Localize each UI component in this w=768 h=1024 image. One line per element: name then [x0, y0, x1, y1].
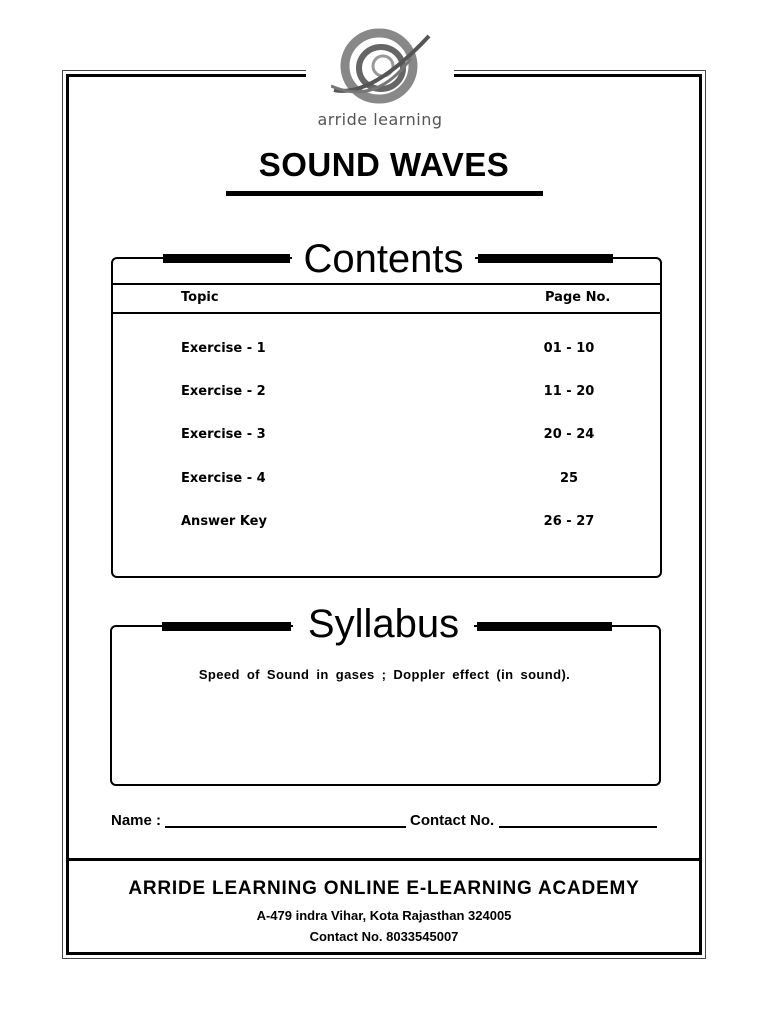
footer-divider	[66, 858, 702, 861]
contact-field[interactable]	[499, 826, 657, 828]
contents-box	[111, 257, 662, 578]
table-row-pages: 26 - 27	[543, 514, 595, 529]
syllabus-text: Speed of Sound in gases ; Doppler effect (in sound).	[198, 667, 571, 682]
topic-column-header: Topic	[181, 290, 219, 305]
syllabus-heading: Syllabus	[293, 602, 474, 647]
table-row-pages: 11 - 20	[543, 384, 595, 399]
table-row-pages: 25	[559, 471, 579, 486]
table-row-topic: Exercise - 2	[181, 384, 266, 399]
academy-name: ARRIDE LEARNING ONLINE E-LEARNING ACADEMY	[128, 878, 640, 899]
academy-contact: Contact No. 8033545007	[309, 929, 459, 944]
table-row-pages: 01 - 10	[543, 341, 595, 356]
table-row-topic: Exercise - 1	[181, 341, 266, 356]
academy-address: A-479 indra Vihar, Kota Rajasthan 324005	[256, 908, 512, 923]
title-underline	[226, 191, 543, 196]
table-row-topic: Exercise - 4	[181, 471, 266, 486]
brand-name: arride learning	[317, 110, 443, 129]
logo-block	[306, 22, 454, 134]
name-field[interactable]	[165, 826, 406, 828]
syllabus-heading-bar-right	[477, 622, 612, 631]
page-title: SOUND WAVES	[258, 146, 510, 183]
contact-label: Contact No.	[410, 812, 495, 829]
table-row-pages: 20 - 24	[543, 427, 595, 442]
contents-header-bottom-rule	[113, 312, 660, 314]
contents-header-top-rule	[113, 283, 660, 285]
syllabus-box	[110, 625, 661, 786]
name-label: Name :	[111, 812, 162, 829]
contents-heading: Contents	[292, 237, 475, 282]
contents-heading-bar-left	[163, 254, 290, 263]
page-column-header: Page No.	[545, 290, 611, 305]
contents-heading-bar-right	[478, 254, 613, 263]
table-row-topic: Answer Key	[181, 514, 267, 529]
swirl-logo-icon	[331, 28, 431, 108]
syllabus-heading-bar-left	[162, 622, 291, 631]
table-row-topic: Exercise - 3	[181, 427, 266, 442]
